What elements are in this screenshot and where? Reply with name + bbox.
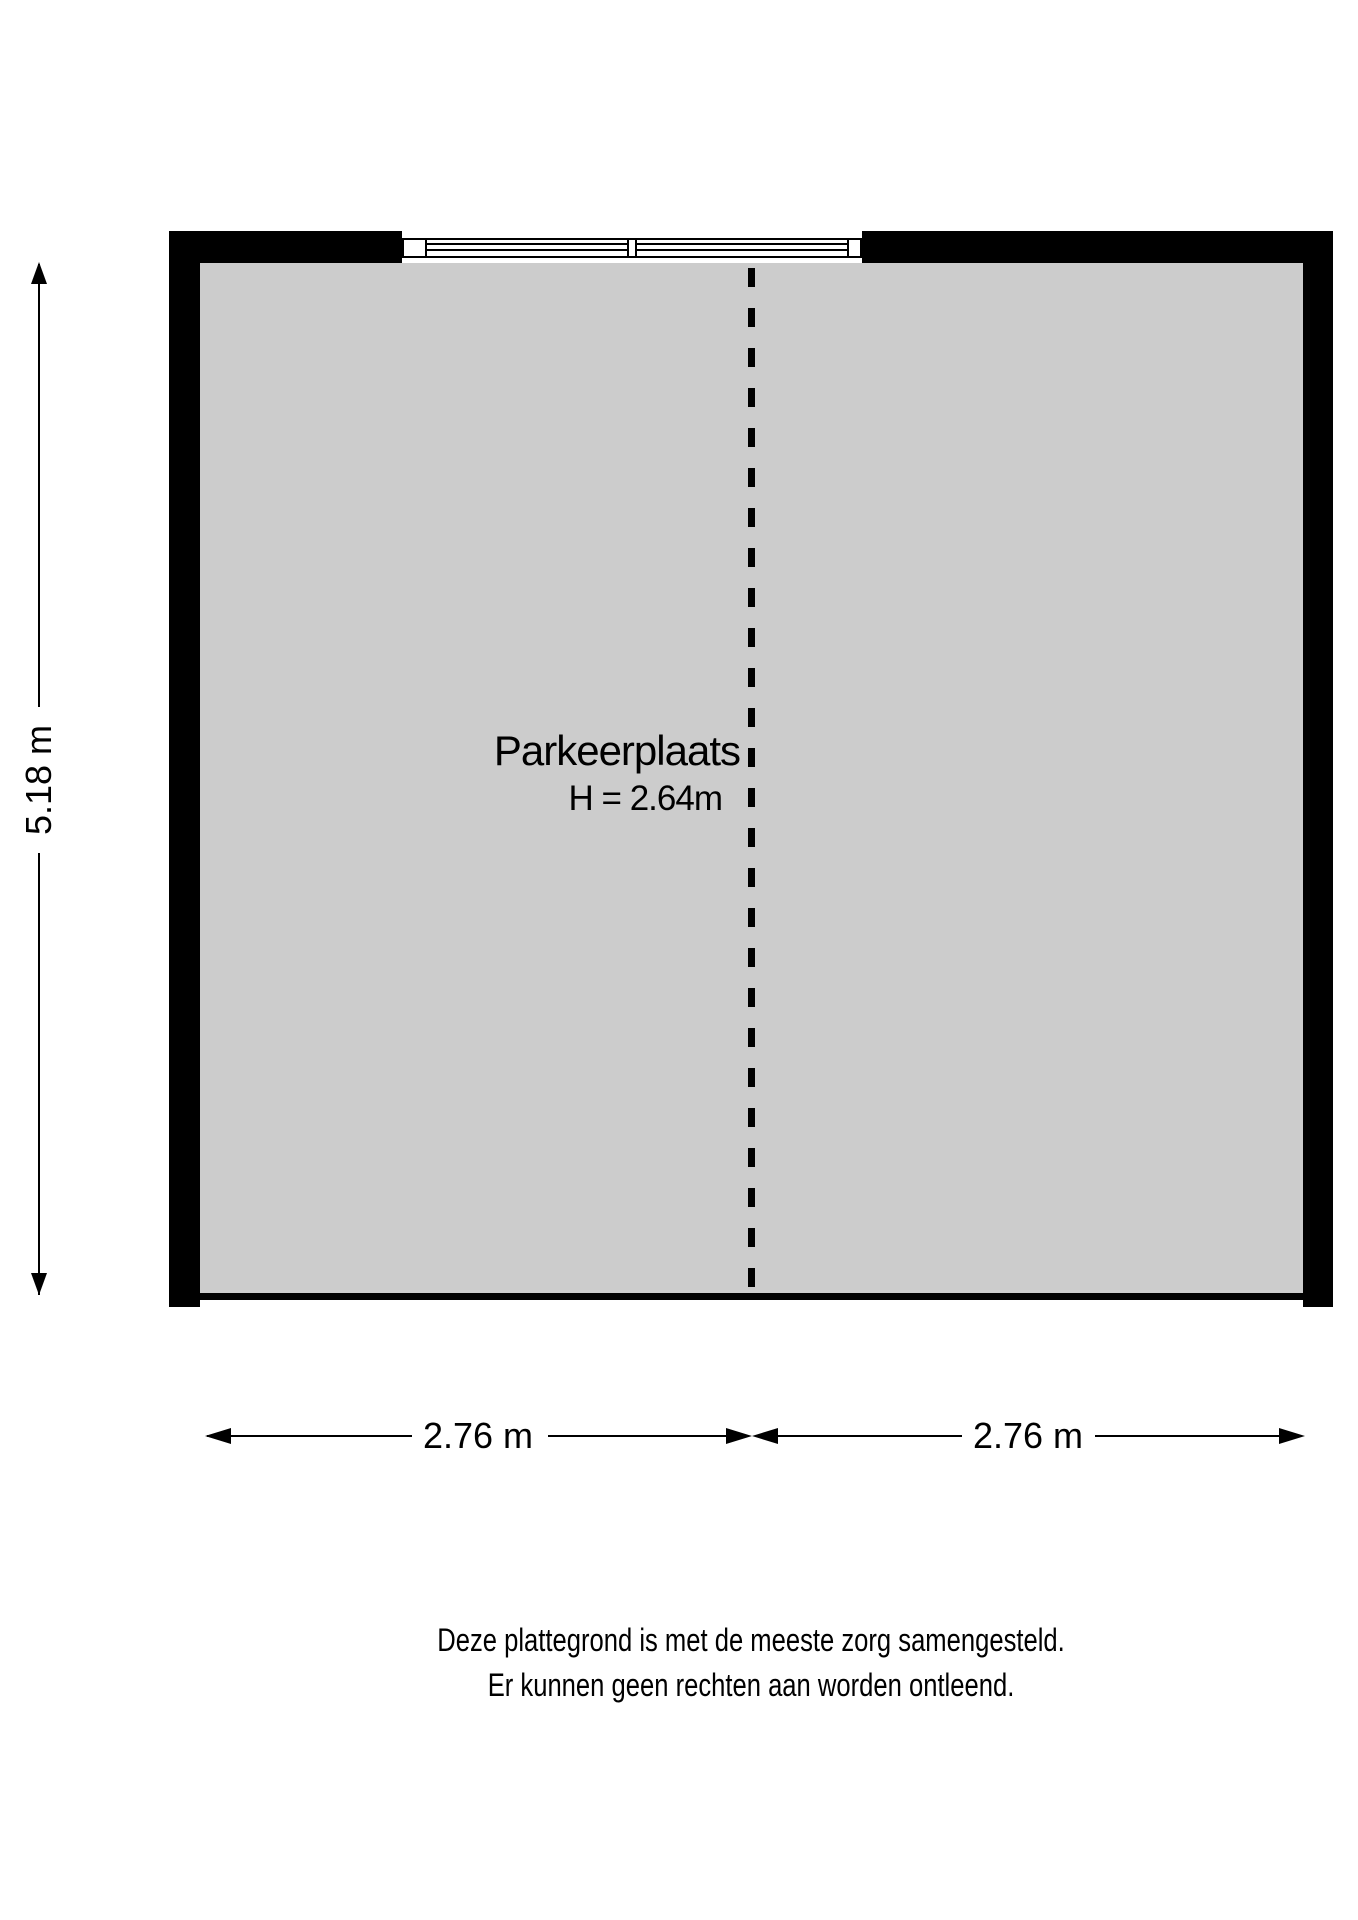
dimension-horizontal-right-label: 2.76 m [972, 1415, 1084, 1456]
window [402, 238, 862, 258]
wall-right [1303, 231, 1333, 1307]
dimension-line [548, 1435, 731, 1437]
parking-divider-dashed-line [748, 268, 755, 1293]
dimension-arrowhead-right [726, 1428, 752, 1444]
dimension-line [776, 1435, 962, 1437]
dimension-line [207, 1435, 412, 1437]
wall-top-right-segment [862, 231, 1333, 263]
disclaimer [431, 1618, 1071, 1708]
dimension-vertical-label: 5.18 m [18, 724, 59, 836]
wall-left [169, 231, 200, 1307]
disclaimer-line-2: Er kunnen geen rechten aan worden ontleend. [487, 1667, 1015, 1703]
room-height-label: H = 2.64m [568, 779, 722, 818]
wall-top-left-segment [169, 231, 402, 263]
window-glazing-line [427, 249, 627, 251]
dimension-horizontal-left-label: 2.76 m [422, 1415, 534, 1456]
window-glazing-line [637, 249, 847, 251]
window-post-right [847, 240, 849, 256]
dimension-line [1095, 1435, 1281, 1437]
dimension-arrowhead-right [1279, 1428, 1305, 1444]
window-glazing-line [427, 243, 627, 245]
dimension-line [38, 853, 40, 1295]
disclaimer-line-1: Deze plattegrond is met de meeste zorg samengesteld. [437, 1622, 1065, 1658]
floor-bottom-edge-line [200, 1293, 1303, 1300]
window-glazing-line [637, 243, 847, 245]
room-label: Parkeerplaats [493, 727, 740, 774]
window-mullion-left [627, 240, 629, 256]
dimension-arrowhead-down [31, 1273, 47, 1295]
dimension-line [38, 264, 40, 707]
dimension-arrowhead-left [752, 1428, 778, 1444]
